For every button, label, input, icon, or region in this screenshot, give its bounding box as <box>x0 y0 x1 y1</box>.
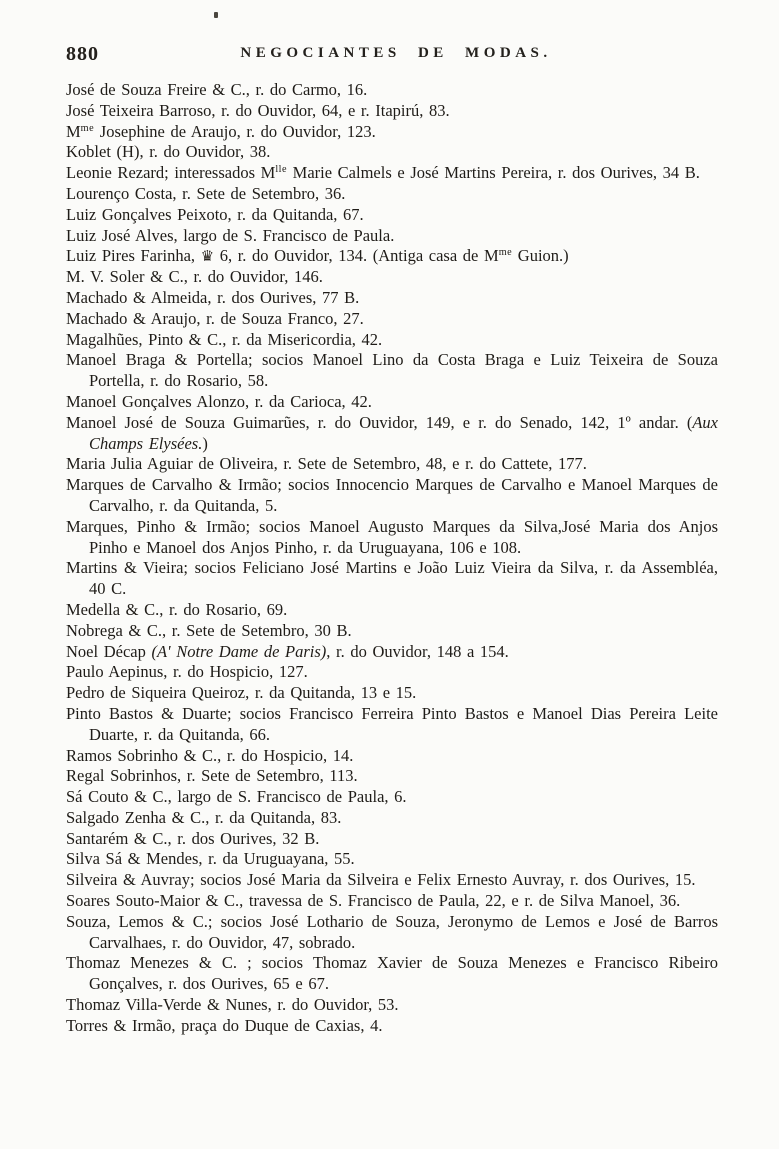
directory-entry <box>66 350 718 392</box>
directory-entry <box>66 558 718 600</box>
entry-text: Torres & Irmão, praça do Duque de Caxias, 4. <box>66 1015 383 1035</box>
entry-text: Salgado Zenha & C., r. da Quitanda, 83. <box>66 807 342 827</box>
directory-entry <box>66 683 718 704</box>
entry-text: Luiz Gonçalves Peixoto, r. da Quitanda, 67. <box>66 204 364 224</box>
directory-entry <box>66 413 718 455</box>
scan-speck <box>214 12 218 18</box>
entry-text: Magalhũes, Pinto & C., r. da Misericordia, 42. <box>66 329 383 349</box>
directory-entry <box>66 454 718 475</box>
entry-text: Soares Souto-Maior & C., travessa de S. Francisco de Paula, 22, e r. de Silva Manoel, 36. <box>66 891 681 911</box>
directory-entry <box>66 995 718 1016</box>
entry-text: Josephine de Araujo, r. do Ouvidor, 123. <box>94 121 376 141</box>
directory-entry <box>66 475 718 517</box>
entry-text: Manoel Braga & Portella; socios Manoel Lino da Costa Braga e Luiz Teixeira de Souza Portella, r. do Rosario, 58. <box>66 350 718 391</box>
entry-text: José de Souza Freire & C., r. do Carmo, 16. <box>66 80 368 99</box>
entry-text: Machado & Almeida, r. dos Ourives, 77 B. <box>66 287 360 307</box>
directory-entry <box>66 309 718 330</box>
entry-text: Guion.) <box>512 246 569 266</box>
directory-entry <box>66 808 718 829</box>
entry-text: Lourenço Costa, r. Sete de Setembro, 36. <box>66 183 346 203</box>
directory-entry <box>66 662 718 683</box>
entry-text: Silveira & Auvray; socios José Maria da Silveira e Felix Ernesto Auvray, r. dos Ourives, 15. <box>66 870 696 890</box>
imperial-crest-icon: ♛ <box>200 249 215 266</box>
entry-text: Pinto Bastos & Duarte; socios Francisco Ferreira Pinto Bastos e Manoel Dias Pereira Leite Duarte, r. da Quitanda, 66. <box>66 703 718 744</box>
entry-text: Luiz José Alves, largo de S. Francisco de Paula. <box>66 225 395 245</box>
entry-text: Pedro de Siqueira Queiroz, r. da Quitanda, 13 e 15. <box>66 683 417 703</box>
page-header <box>66 42 717 68</box>
directory-entry <box>66 870 718 891</box>
directory-entry <box>66 288 718 309</box>
entry-text: Paulo Aepinus, r. do Hospicio, 127. <box>66 662 308 682</box>
entry-text: Ramos Sobrinho & C., r. do Hospicio, 14. <box>66 745 354 765</box>
entry-text: Silva Sá & Mendes, r. da Uruguayana, 55. <box>66 849 355 869</box>
entry-text: Leonie Rezard; interessados M <box>66 163 276 183</box>
directory-entry <box>66 184 718 205</box>
directory-entry <box>66 912 718 954</box>
entry-text: M. V. Soler & C., r. do Ouvidor, 146. <box>66 267 323 287</box>
entry-text: ) <box>202 433 208 453</box>
superscript-abbreviation: me <box>498 247 513 259</box>
directory-entry <box>66 330 718 351</box>
entry-text: Marie Calmels e José Martins Pereira, r. dos Ourives, 34 B. <box>287 163 700 183</box>
directory-entry <box>66 205 718 226</box>
entry-text: Thomaz Villa-Verde & Nunes, r. do Ouvidor, 53. <box>66 995 399 1015</box>
directory-entry <box>66 392 718 413</box>
entry-text: Souza, Lemos & C.; socios José Lothario de Souza, Jeronymo de Lemos e José de Barros Carvalhaes, r. do Ouvidor, 47, sobrado. <box>66 911 718 952</box>
entry-text: Luiz Pires Farinha, <box>66 246 201 266</box>
entry-text: Santarém & C., r. dos Ourives, 32 B. <box>66 828 320 848</box>
running-head: NEGOCIANTES DE MODAS. <box>240 45 552 61</box>
directory-entry <box>66 246 718 267</box>
directory-entry <box>66 849 718 870</box>
directory-entry <box>66 829 718 850</box>
entry-text: Medella & C., r. do Rosario, 69. <box>66 599 288 619</box>
directory-entry <box>66 101 718 122</box>
entry-text: Koblet (H), r. do Ouvidor, 38. <box>66 142 271 162</box>
entry-text: Marques de Carvalho & Irmão; socios Innocencio Marques de Carvalho e Manoel Marques de Carvalho, r. da Quitanda, 5. <box>66 475 718 515</box>
entry-text: Sá Couto & C., largo de S. Francisco de Paula, 6. <box>66 787 407 807</box>
directory-entry <box>66 953 718 995</box>
directory-entry <box>66 600 718 621</box>
directory-entry <box>66 1016 718 1037</box>
directory-entry <box>66 226 718 247</box>
directory-entry <box>66 787 718 808</box>
directory-entry <box>66 891 718 912</box>
entry-text: Martins & Vieira; socios Feliciano José Martins e João Luiz Vieira da Silva, r. da Assembléa, 40 C. <box>66 558 718 599</box>
entry-text: 6, r. do Ouvidor, 134. (Antiga casa de M <box>214 246 499 266</box>
directory-entry <box>66 267 718 288</box>
entry-text: Regal Sobrinhos, r. Sete de Setembro, 113. <box>66 766 358 786</box>
shop-name-italic: (A' Notre Dame de Paris) <box>151 641 327 661</box>
directory-entry <box>66 746 718 767</box>
directory-entry <box>66 517 718 559</box>
entry-text: Marques, Pinho & Irmão; socios Manoel Augusto Marques da Silva,José Maria dos Anjos Pinho e Manoel dos Anjos Pinho, r. da Uruguayana, 106 e 108. <box>66 516 718 557</box>
directory-entry <box>66 163 718 184</box>
directory-entry <box>66 80 718 101</box>
superscript-abbreviation: me <box>80 122 95 134</box>
superscript-abbreviation: lle <box>275 164 288 176</box>
entry-text: Manoel Gonçalves Alonzo, r. da Carioca, 42. <box>66 391 372 411</box>
entry-text: Thomaz Menezes & C. ; socios Thomaz Xavier de Souza Menezes e Francisco Ribeiro Gonçalves, r. dos Ourives, 65 e 67. <box>66 953 718 994</box>
page-number: 880 <box>66 43 99 65</box>
entry-text: Maria Julia Aguiar de Oliveira, r. Sete de Setembro, 48, e r. do Cattete, 177. <box>66 454 587 474</box>
directory-entry <box>66 142 718 163</box>
entry-text: Nobrega & C., r. Sete de Setembro, 30 B. <box>66 620 352 640</box>
directory-entry <box>66 621 718 642</box>
entry-text: Machado & Araujo, r. de Souza Franco, 27. <box>66 308 364 328</box>
entry-text: José Teixeira Barroso, r. do Ouvidor, 64, e r. Itapirú, 83. <box>66 100 450 120</box>
directory-entry <box>66 642 718 663</box>
entry-text: , r. do Ouvidor, 148 a 154. <box>326 641 509 661</box>
directory-entry <box>66 122 718 143</box>
entry-text: Noel Décap <box>66 641 152 661</box>
shop-name-italic: Aux Champs Elysées. <box>89 412 718 453</box>
entry-text: Manoel José de Souza Guimarũes, r. do Ouvidor, 149, e r. do Senado, 142, 1º andar. ( <box>66 412 693 432</box>
directory-entry <box>66 704 718 746</box>
directory-entry <box>66 766 718 787</box>
entry-text: M <box>66 121 81 141</box>
directory-entry-list <box>66 80 718 1037</box>
